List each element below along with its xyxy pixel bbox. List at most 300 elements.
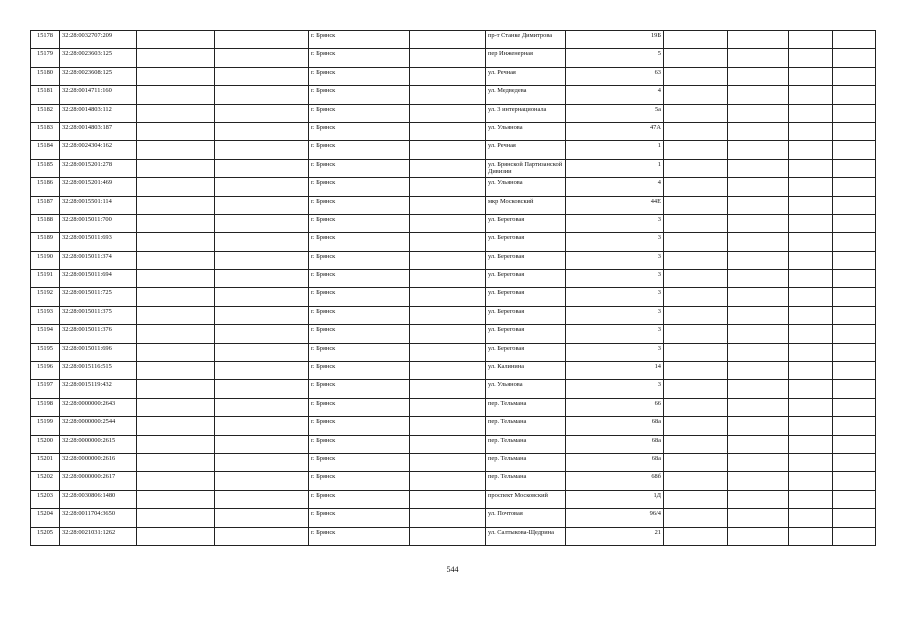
row-number-cell: 15195 — [31, 343, 60, 361]
empty-cell — [137, 49, 215, 67]
empty-cell — [728, 86, 789, 104]
empty-cell — [664, 49, 728, 67]
empty-cell — [833, 196, 876, 214]
row-number-cell: 15197 — [31, 380, 60, 398]
city-cell: г. Брянск — [309, 233, 410, 251]
empty-cell — [215, 490, 309, 508]
empty-cell — [137, 435, 215, 453]
empty-cell — [664, 288, 728, 306]
empty-cell — [137, 214, 215, 232]
empty-cell — [410, 233, 486, 251]
row-number-cell: 15201 — [31, 453, 60, 471]
city-cell: г. Брянск — [309, 453, 410, 471]
empty-cell — [728, 343, 789, 361]
empty-cell — [137, 306, 215, 324]
street-cell: мкр Московский — [486, 196, 566, 214]
row-number-cell: 15180 — [31, 67, 60, 85]
city-cell: г. Брянск — [309, 214, 410, 232]
empty-cell — [833, 398, 876, 416]
empty-cell — [215, 49, 309, 67]
empty-cell — [137, 104, 215, 122]
empty-cell — [664, 122, 728, 140]
empty-cell — [137, 527, 215, 545]
cadastral-number-cell: 32:28:0000000:2616 — [60, 453, 137, 471]
city-cell: г. Брянск — [309, 31, 410, 49]
empty-cell — [137, 67, 215, 85]
empty-cell — [728, 178, 789, 196]
row-number-cell: 15183 — [31, 122, 60, 140]
empty-cell — [410, 214, 486, 232]
cadastral-number-cell: 32:28:0000000:2643 — [60, 398, 137, 416]
empty-cell — [728, 251, 789, 269]
house-number-cell: 3 — [566, 214, 664, 232]
empty-cell — [728, 67, 789, 85]
city-cell: г. Брянск — [309, 251, 410, 269]
empty-cell — [728, 417, 789, 435]
table-row — [31, 270, 876, 288]
cadastral-number-cell: 32:28:0000000:2617 — [60, 472, 137, 490]
empty-cell — [833, 86, 876, 104]
row-number-cell: 15190 — [31, 251, 60, 269]
empty-cell — [789, 251, 833, 269]
empty-cell — [728, 490, 789, 508]
street-cell: ул. Речная — [486, 141, 566, 159]
empty-cell — [410, 122, 486, 140]
cadastral-number-cell: 32:28:0032707:209 — [60, 31, 137, 49]
street-cell: пер. Тельмана — [486, 417, 566, 435]
empty-cell — [664, 527, 728, 545]
empty-cell — [137, 178, 215, 196]
table-row — [31, 509, 876, 527]
empty-cell — [137, 86, 215, 104]
empty-cell — [215, 86, 309, 104]
empty-cell — [789, 472, 833, 490]
empty-cell — [137, 453, 215, 471]
empty-cell — [833, 104, 876, 122]
empty-cell — [410, 435, 486, 453]
row-number-cell: 15200 — [31, 435, 60, 453]
empty-cell — [789, 196, 833, 214]
table-row — [31, 104, 876, 122]
cadastral-number-cell: 32:28:0015011:725 — [60, 288, 137, 306]
empty-cell — [215, 509, 309, 527]
empty-cell — [410, 527, 486, 545]
house-number-cell: 5а — [566, 104, 664, 122]
city-cell: г. Брянск — [309, 325, 410, 343]
cadastral-number-cell: 32:28:0015201:469 — [60, 178, 137, 196]
empty-cell — [664, 453, 728, 471]
empty-cell — [728, 362, 789, 380]
empty-cell — [664, 490, 728, 508]
row-number-cell: 15199 — [31, 417, 60, 435]
empty-cell — [215, 233, 309, 251]
empty-cell — [664, 509, 728, 527]
empty-cell — [728, 435, 789, 453]
empty-cell — [410, 325, 486, 343]
empty-cell — [410, 67, 486, 85]
empty-cell — [410, 343, 486, 361]
street-cell: ул. Береговая — [486, 251, 566, 269]
empty-cell — [789, 159, 833, 177]
cadastral-number-cell: 32:28:0015011:375 — [60, 306, 137, 324]
city-cell: г. Брянск — [309, 67, 410, 85]
empty-cell — [137, 270, 215, 288]
city-cell: г. Брянск — [309, 380, 410, 398]
city-cell: г. Брянск — [309, 178, 410, 196]
empty-cell — [789, 435, 833, 453]
empty-cell — [215, 67, 309, 85]
row-number-cell: 15196 — [31, 362, 60, 380]
empty-cell — [137, 122, 215, 140]
house-number-cell: 4 — [566, 178, 664, 196]
empty-cell — [215, 398, 309, 416]
empty-cell — [410, 306, 486, 324]
city-cell: г. Брянск — [309, 104, 410, 122]
empty-cell — [410, 86, 486, 104]
city-cell: г. Брянск — [309, 490, 410, 508]
row-number-cell: 15185 — [31, 159, 60, 177]
row-number-cell: 15198 — [31, 398, 60, 416]
table-row — [31, 214, 876, 232]
empty-cell — [728, 49, 789, 67]
empty-cell — [215, 214, 309, 232]
empty-cell — [410, 159, 486, 177]
house-number-cell: 5 — [566, 49, 664, 67]
empty-cell — [789, 141, 833, 159]
table-row — [31, 178, 876, 196]
empty-cell — [664, 196, 728, 214]
house-number-cell: 3 — [566, 325, 664, 343]
house-number-cell: 19Б — [566, 31, 664, 49]
cadastral-number-cell: 32:28:0015011:693 — [60, 233, 137, 251]
empty-cell — [664, 67, 728, 85]
registry-table — [30, 30, 876, 546]
empty-cell — [728, 233, 789, 251]
empty-cell — [728, 31, 789, 49]
empty-cell — [215, 343, 309, 361]
street-cell: ул. 3 интернационала — [486, 104, 566, 122]
empty-cell — [833, 362, 876, 380]
cadastral-number-cell: 32:28:0000000:2615 — [60, 435, 137, 453]
house-number-cell: 3 — [566, 380, 664, 398]
street-cell: ул. Береговая — [486, 270, 566, 288]
city-cell: г. Брянск — [309, 122, 410, 140]
empty-cell — [410, 472, 486, 490]
empty-cell — [664, 380, 728, 398]
cadastral-number-cell: 32:28:0015119:432 — [60, 380, 137, 398]
empty-cell — [215, 325, 309, 343]
empty-cell — [789, 49, 833, 67]
empty-cell — [215, 122, 309, 140]
table-row — [31, 343, 876, 361]
empty-cell — [664, 362, 728, 380]
empty-cell — [664, 141, 728, 159]
empty-cell — [789, 67, 833, 85]
empty-cell — [728, 122, 789, 140]
empty-cell — [215, 417, 309, 435]
table-row — [31, 31, 876, 49]
cadastral-number-cell: 32:28:0015011:374 — [60, 251, 137, 269]
street-cell: ул. Брянской Партизанской Дивизии — [486, 159, 566, 177]
house-number-cell: 4 — [566, 86, 664, 104]
street-cell: ул. Ульянова — [486, 178, 566, 196]
house-number-cell: 47А — [566, 122, 664, 140]
street-cell: ул. Береговая — [486, 325, 566, 343]
table-row — [31, 453, 876, 471]
city-cell: г. Брянск — [309, 509, 410, 527]
empty-cell — [789, 306, 833, 324]
empty-cell — [833, 67, 876, 85]
cadastral-number-cell: 32:28:0024304:162 — [60, 141, 137, 159]
cadastral-number-cell: 32:28:0014803:112 — [60, 104, 137, 122]
empty-cell — [137, 362, 215, 380]
empty-cell — [664, 343, 728, 361]
table-row — [31, 472, 876, 490]
empty-cell — [410, 178, 486, 196]
empty-cell — [215, 288, 309, 306]
empty-cell — [664, 472, 728, 490]
street-cell: ул. Береговая — [486, 343, 566, 361]
city-cell: г. Брянск — [309, 86, 410, 104]
empty-cell — [833, 527, 876, 545]
empty-cell — [137, 343, 215, 361]
empty-cell — [833, 490, 876, 508]
empty-cell — [728, 398, 789, 416]
house-number-cell: 3 — [566, 343, 664, 361]
empty-cell — [833, 343, 876, 361]
empty-cell — [833, 49, 876, 67]
row-number-cell: 15184 — [31, 141, 60, 159]
table-row — [31, 86, 876, 104]
row-number-cell: 15182 — [31, 104, 60, 122]
empty-cell — [664, 306, 728, 324]
city-cell: г. Брянск — [309, 343, 410, 361]
empty-cell — [410, 417, 486, 435]
house-number-cell: 66 — [566, 398, 664, 416]
street-cell: проспект Московский — [486, 490, 566, 508]
city-cell: г. Брянск — [309, 362, 410, 380]
table-row — [31, 380, 876, 398]
empty-cell — [137, 251, 215, 269]
empty-cell — [728, 306, 789, 324]
empty-cell — [789, 86, 833, 104]
empty-cell — [664, 31, 728, 49]
street-cell: ул. Береговая — [486, 288, 566, 306]
empty-cell — [789, 104, 833, 122]
table-row — [31, 67, 876, 85]
house-number-cell: 14 — [566, 362, 664, 380]
street-cell: ул. Береговая — [486, 214, 566, 232]
empty-cell — [728, 453, 789, 471]
empty-cell — [137, 196, 215, 214]
empty-cell — [137, 509, 215, 527]
empty-cell — [789, 270, 833, 288]
house-number-cell: 44Е — [566, 196, 664, 214]
city-cell: г. Брянск — [309, 472, 410, 490]
cadastral-number-cell: 32:28:0014711:160 — [60, 86, 137, 104]
empty-cell — [137, 159, 215, 177]
street-cell: ул. Медведева — [486, 86, 566, 104]
table-row — [31, 325, 876, 343]
street-cell: ул. Калинина — [486, 362, 566, 380]
empty-cell — [833, 453, 876, 471]
street-cell: пер. Тельмана — [486, 453, 566, 471]
row-number-cell: 15179 — [31, 49, 60, 67]
empty-cell — [789, 509, 833, 527]
house-number-cell: 68б — [566, 472, 664, 490]
house-number-cell: 3 — [566, 270, 664, 288]
table-row — [31, 288, 876, 306]
empty-cell — [664, 104, 728, 122]
city-cell: г. Брянск — [309, 196, 410, 214]
row-number-cell: 15178 — [31, 31, 60, 49]
empty-cell — [664, 86, 728, 104]
empty-cell — [789, 233, 833, 251]
empty-cell — [664, 417, 728, 435]
empty-cell — [410, 453, 486, 471]
city-cell: г. Брянск — [309, 159, 410, 177]
empty-cell — [215, 178, 309, 196]
empty-cell — [833, 472, 876, 490]
row-number-cell: 15192 — [31, 288, 60, 306]
table-row — [31, 362, 876, 380]
street-cell: ул. Речная — [486, 67, 566, 85]
table-row — [31, 490, 876, 508]
empty-cell — [410, 104, 486, 122]
empty-cell — [728, 141, 789, 159]
empty-cell — [789, 527, 833, 545]
page-number: 544 — [446, 565, 459, 574]
empty-cell — [789, 122, 833, 140]
empty-cell — [833, 214, 876, 232]
empty-cell — [833, 31, 876, 49]
row-number-cell: 15205 — [31, 527, 60, 545]
cadastral-number-cell: 32:28:0015011:696 — [60, 343, 137, 361]
cadastral-number-cell: 32:28:0030806:1480 — [60, 490, 137, 508]
street-cell: ул. Почтовая — [486, 509, 566, 527]
empty-cell — [789, 31, 833, 49]
empty-cell — [410, 270, 486, 288]
house-number-cell: 1Д — [566, 490, 664, 508]
empty-cell — [137, 31, 215, 49]
empty-cell — [789, 362, 833, 380]
city-cell: г. Брянск — [309, 435, 410, 453]
empty-cell — [728, 159, 789, 177]
empty-cell — [789, 490, 833, 508]
empty-cell — [728, 380, 789, 398]
row-number-cell: 15193 — [31, 306, 60, 324]
house-number-cell: 63 — [566, 67, 664, 85]
empty-cell — [833, 325, 876, 343]
empty-cell — [215, 527, 309, 545]
house-number-cell: 96/4 — [566, 509, 664, 527]
empty-cell — [833, 251, 876, 269]
city-cell: г. Брянск — [309, 49, 410, 67]
empty-cell — [789, 380, 833, 398]
empty-cell — [215, 435, 309, 453]
empty-cell — [410, 398, 486, 416]
empty-cell — [789, 325, 833, 343]
registry-rows — [31, 31, 876, 546]
cadastral-number-cell: 32:28:0014803:187 — [60, 122, 137, 140]
empty-cell — [728, 527, 789, 545]
empty-cell — [215, 104, 309, 122]
empty-cell — [410, 49, 486, 67]
table-row — [31, 196, 876, 214]
empty-cell — [728, 472, 789, 490]
empty-cell — [833, 417, 876, 435]
empty-cell — [215, 196, 309, 214]
empty-cell — [137, 233, 215, 251]
city-cell: г. Брянск — [309, 141, 410, 159]
empty-cell — [410, 288, 486, 306]
city-cell: г. Брянск — [309, 527, 410, 545]
row-number-cell: 15203 — [31, 490, 60, 508]
empty-cell — [728, 270, 789, 288]
table-row — [31, 417, 876, 435]
street-cell: пер. Тельмана — [486, 435, 566, 453]
empty-cell — [833, 233, 876, 251]
table-row — [31, 435, 876, 453]
empty-cell — [833, 141, 876, 159]
empty-cell — [664, 159, 728, 177]
row-number-cell: 15181 — [31, 86, 60, 104]
empty-cell — [215, 159, 309, 177]
house-number-cell: 3 — [566, 288, 664, 306]
street-cell: пер. Тельмана — [486, 398, 566, 416]
street-cell: ул. Ульянова — [486, 122, 566, 140]
table-row — [31, 159, 876, 177]
empty-cell — [410, 31, 486, 49]
empty-cell — [137, 141, 215, 159]
empty-cell — [728, 214, 789, 232]
empty-cell — [789, 398, 833, 416]
table-row — [31, 398, 876, 416]
table-row — [31, 122, 876, 140]
empty-cell — [410, 380, 486, 398]
empty-cell — [833, 288, 876, 306]
empty-cell — [833, 159, 876, 177]
house-number-cell: 68а — [566, 453, 664, 471]
empty-cell — [789, 178, 833, 196]
empty-cell — [833, 509, 876, 527]
empty-cell — [728, 104, 789, 122]
cadastral-number-cell: 32:28:0015501:114 — [60, 196, 137, 214]
empty-cell — [664, 325, 728, 343]
empty-cell — [833, 270, 876, 288]
empty-cell — [728, 325, 789, 343]
empty-cell — [137, 288, 215, 306]
empty-cell — [137, 380, 215, 398]
empty-cell — [410, 196, 486, 214]
empty-cell — [833, 122, 876, 140]
empty-cell — [137, 325, 215, 343]
empty-cell — [789, 214, 833, 232]
house-number-cell: 3 — [566, 306, 664, 324]
empty-cell — [215, 141, 309, 159]
empty-cell — [215, 251, 309, 269]
empty-cell — [728, 288, 789, 306]
empty-cell — [215, 380, 309, 398]
empty-cell — [789, 288, 833, 306]
street-cell: ул. Береговая — [486, 233, 566, 251]
cadastral-number-cell: 32:28:0015116:515 — [60, 362, 137, 380]
table-row — [31, 527, 876, 545]
house-number-cell: 68а — [566, 435, 664, 453]
empty-cell — [137, 417, 215, 435]
table-row — [31, 233, 876, 251]
row-number-cell: 15194 — [31, 325, 60, 343]
